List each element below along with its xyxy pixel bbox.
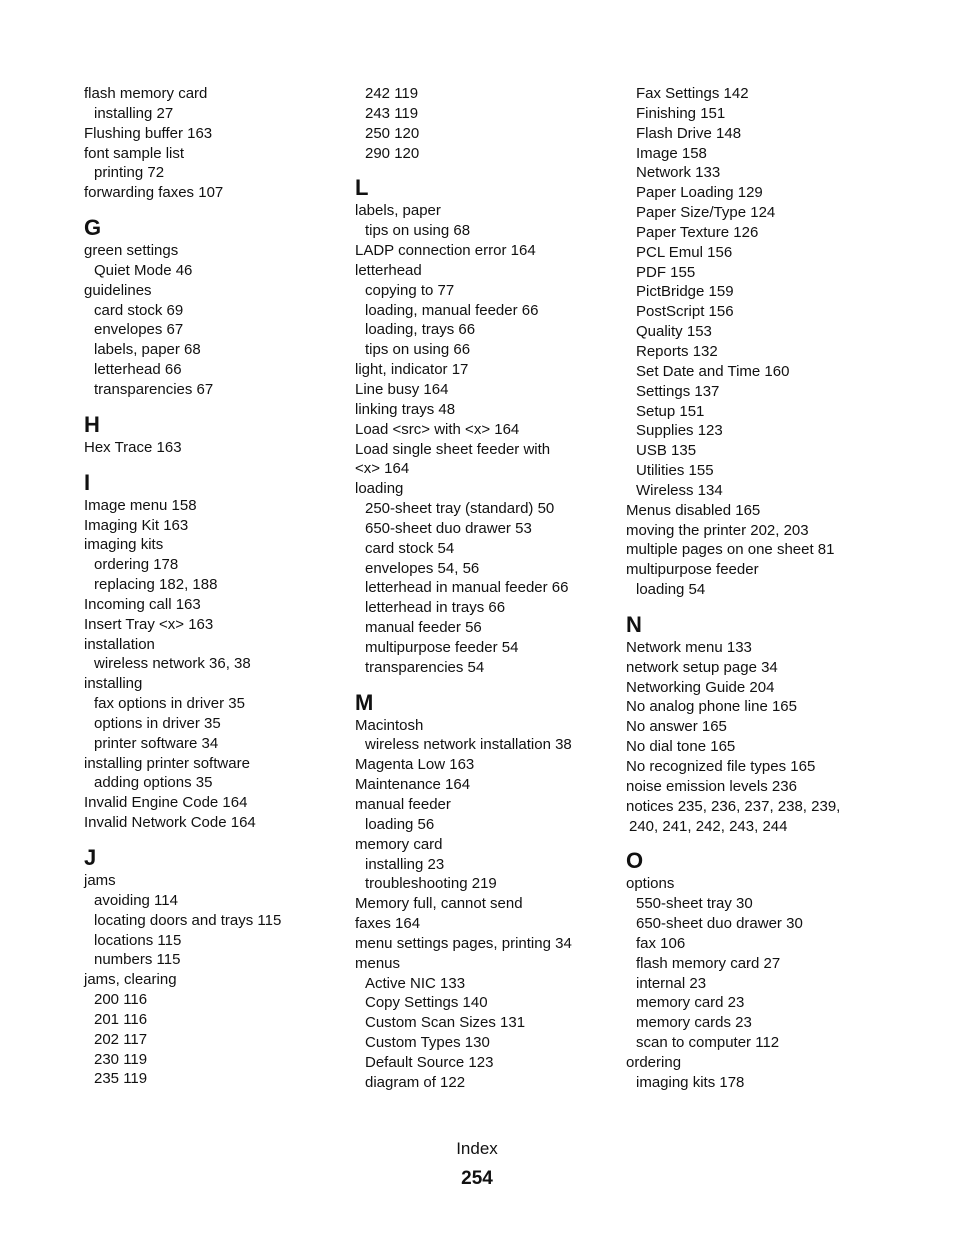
index-subentry: adding options 35 [94,774,213,792]
index-subentry: Reports 132 [636,342,718,360]
index-subentry: USB 135 [636,442,697,460]
index-column-2 [355,84,617,1093]
page-number: 254 [461,1168,493,1189]
index-subentry: loading 56 [365,815,435,833]
index-subentry: fax options in driver 35 [94,695,245,713]
index-subentry: diagram of 122 [365,1073,466,1091]
index-entry: Load <src> with <x> 164 [355,420,520,438]
index-subentry: Image 158 [636,144,707,162]
index-entry: Invalid Network Code 164 [84,814,256,832]
index-subentry: 242 119 [365,85,419,102]
index-entry: linking trays 48 [355,400,456,418]
index-entry: menus [355,954,401,972]
index-entry: <x> 164 [355,460,410,478]
index-subentry: Quality 153 [636,323,712,341]
index-subentry: Paper Size/Type 124 [636,204,776,222]
index-entry: Menus disabled 165 [626,501,761,519]
index-entry: moving the printer 202, 203 [626,521,809,539]
index-entry: Load single sheet feeder with [355,440,551,458]
index-subentry: printer software 34 [94,734,219,752]
index-subentry: scan to computer 112 [636,1034,780,1052]
index-entry: menu settings pages, printing 34 [355,934,572,952]
index-subentry: memory cards 23 [636,1014,752,1032]
index-entry: Networking Guide 204 [626,678,775,696]
index-subentry: PostScript 156 [636,303,734,321]
index-column-1 [84,84,346,1089]
index-subentry: Fax Settings 142 [636,85,749,102]
index-subentry: PictBridge 159 [636,283,734,301]
index-subentry: multipurpose feeder 54 [365,638,519,656]
index-entry: ordering [626,1053,682,1071]
index-entry: network setup page 34 [626,658,778,676]
index-entry: jams, clearing [84,971,177,989]
index-subentry: card stock 54 [365,539,455,557]
index-subentry: Supplies 123 [636,422,723,440]
index-subentry: Wireless 134 [636,481,723,499]
index-letter-heading: H [84,411,100,437]
index-subentry: Paper Loading 129 [636,184,763,202]
index-subentry: Active NIC 133 [365,974,466,992]
index-entry: forwarding faxes 107 [84,184,224,202]
index-subentry: numbers 115 [94,951,181,969]
index-subentry: memory card 23 [636,994,745,1012]
index-subentry: Utilities 155 [636,462,714,480]
index-entry: No analog phone line 165 [626,698,797,716]
index-entry: Image menu 158 [84,496,197,514]
index-letter-heading: I [84,469,91,495]
index-subentry: PDF 155 [636,263,696,281]
index-subentry: Set Date and Time 160 [636,362,790,380]
index-subentry: 243 119 [365,104,419,122]
index-entry: installing printer software [84,754,250,772]
index-entry: installing [84,675,143,693]
index-subentry: transparencies 54 [365,658,485,676]
index-subentry: Settings 137 [636,382,720,400]
index-entry: loading [355,480,404,498]
index-subentry: 550-sheet tray 30 [636,895,753,913]
index-subentry: installing 27 [94,104,174,122]
index-subentry: avoiding 114 [94,891,178,909]
index-subentry: wireless network 36, 38 [94,655,251,673]
index-subentry: Finishing 151 [636,104,726,122]
index-entry: imaging kits [84,536,164,554]
index-subentry: 230 119 [94,1050,148,1068]
index-entry: Macintosh [355,716,424,734]
index-entry-continuation: 240, 241, 242, 243, 244 [629,817,788,835]
index-subentry: installing 23 [365,855,445,873]
index-entry: LADP connection error 164 [355,242,536,260]
index-entry: Flushing buffer 163 [84,124,213,142]
index-subentry: 200 116 [94,991,148,1009]
index-entry: installation [84,635,155,653]
index-subentry: labels, paper 68 [94,341,201,359]
index-subentry: tips on using 66 [365,341,471,359]
index-entry: noise emission levels 236 [626,777,797,795]
index-entry: font sample list [84,144,185,162]
index-letter-heading: J [84,845,97,870]
index-entry: Network menu 133 [626,638,752,656]
index-entry: green settings [84,242,179,260]
index-entry: multipurpose feeder [626,561,759,579]
index-letter-heading: M [355,689,374,715]
index-entry: Magenta Low 163 [355,756,475,774]
index-column-3 [626,84,888,1093]
index-subentry: 202 117 [94,1030,148,1048]
index-subentry: letterhead 66 [94,361,182,379]
footer-section-title: Index [456,1139,498,1158]
index-subentry: copying to 77 [365,281,455,299]
index-subentry: flash memory card 27 [636,954,781,972]
index-entry: light, indicator 17 [355,361,469,379]
index-subentry: transparencies 67 [94,380,214,398]
index-entry: Maintenance 164 [355,776,471,794]
index-subentry: Quiet Mode 46 [94,261,193,279]
index-subentry: 290 120 [365,144,420,162]
index-subentry: letterhead in manual feeder 66 [365,579,569,597]
index-subentry: imaging kits 178 [636,1073,745,1091]
index-subentry: manual feeder 56 [365,619,482,637]
index-subentry: loading 54 [636,581,706,599]
index-subentry: options in driver 35 [94,714,221,732]
index-subentry: internal 23 [636,974,707,992]
index-entry: Hex Trace 163 [84,438,182,456]
index-subentry: Custom Types 130 [365,1034,490,1052]
index-entry: flash memory card [84,85,208,102]
index-entry: letterhead [355,261,422,279]
index-entry: faxes 164 [355,915,421,933]
index-subentry: locating doors and trays 115 [94,911,282,929]
index-entry: Line busy 164 [355,380,449,398]
index-subentry: Flash Drive 148 [636,124,742,142]
index-subentry: loading, manual feeder 66 [365,301,539,319]
index-subentry: letterhead in trays 66 [365,599,506,617]
index-subentry: Default Source 123 [365,1053,494,1071]
index-subentry: Copy Settings 140 [365,994,488,1012]
index-subentry: fax 106 [636,934,686,952]
index-entry: No recognized file types 165 [626,758,816,775]
index-subentry: 650-sheet duo drawer 30 [636,915,803,933]
index-subentry: envelopes 67 [94,321,184,339]
index-subentry: 650-sheet duo drawer 53 [365,519,532,537]
index-subentry: tips on using 68 [365,222,471,240]
index-entry: jams [84,872,116,889]
index-subentry: 250-sheet tray (standard) 50 [365,500,555,518]
index-entry: labels, paper [355,202,441,220]
index-entry: No dial tone 165 [626,738,736,756]
index-entry: Insert Tray <x> 163 [84,615,214,633]
index-letter-heading: N [626,611,642,637]
index-entry: No answer 165 [626,718,727,736]
index-letter-heading: G [84,215,102,241]
index-subentry: locations 115 [94,931,182,949]
index-subentry: loading, trays 66 [365,321,476,339]
index-subentry: card stock 69 [94,301,184,319]
index-entry: Incoming call 163 [84,595,201,613]
index-letter-heading: L [355,175,369,201]
index-entry: manual feeder [355,796,451,813]
index-subentry: Setup 151 [636,402,705,420]
index-letter-heading: O [626,848,644,874]
index-entry: Invalid Engine Code 164 [84,794,248,812]
index-subentry: Paper Texture 126 [636,223,759,241]
index-subentry: ordering 178 [94,556,179,574]
index-subentry: 201 116 [94,1010,148,1028]
index-entry: multiple pages on one sheet 81 [626,541,835,559]
index-subentry: Custom Scan Sizes 131 [365,1014,526,1032]
index-entry: options [626,875,675,893]
index-subentry: replacing 182, 188 [94,576,218,594]
index-entry: Memory full, cannot send [355,895,523,913]
index-subentry: 235 119 [94,1070,148,1088]
index-entry: Imaging Kit 163 [84,516,189,534]
index-subentry: troubleshooting 219 [365,875,497,893]
index-entry: guidelines [84,281,152,299]
index-entry: memory card [355,835,443,853]
index-subentry: 250 120 [365,124,420,142]
index-subentry: PCL Emul 156 [636,243,733,261]
index-subentry: printing 72 [94,164,165,182]
index-subentry: envelopes 54, 56 [365,559,480,577]
index-entry: notices 235, 236, 237, 238, 239, [626,797,841,815]
index-subentry: Network 133 [636,164,721,182]
index-subentry: wireless network installation 38 [365,736,572,754]
